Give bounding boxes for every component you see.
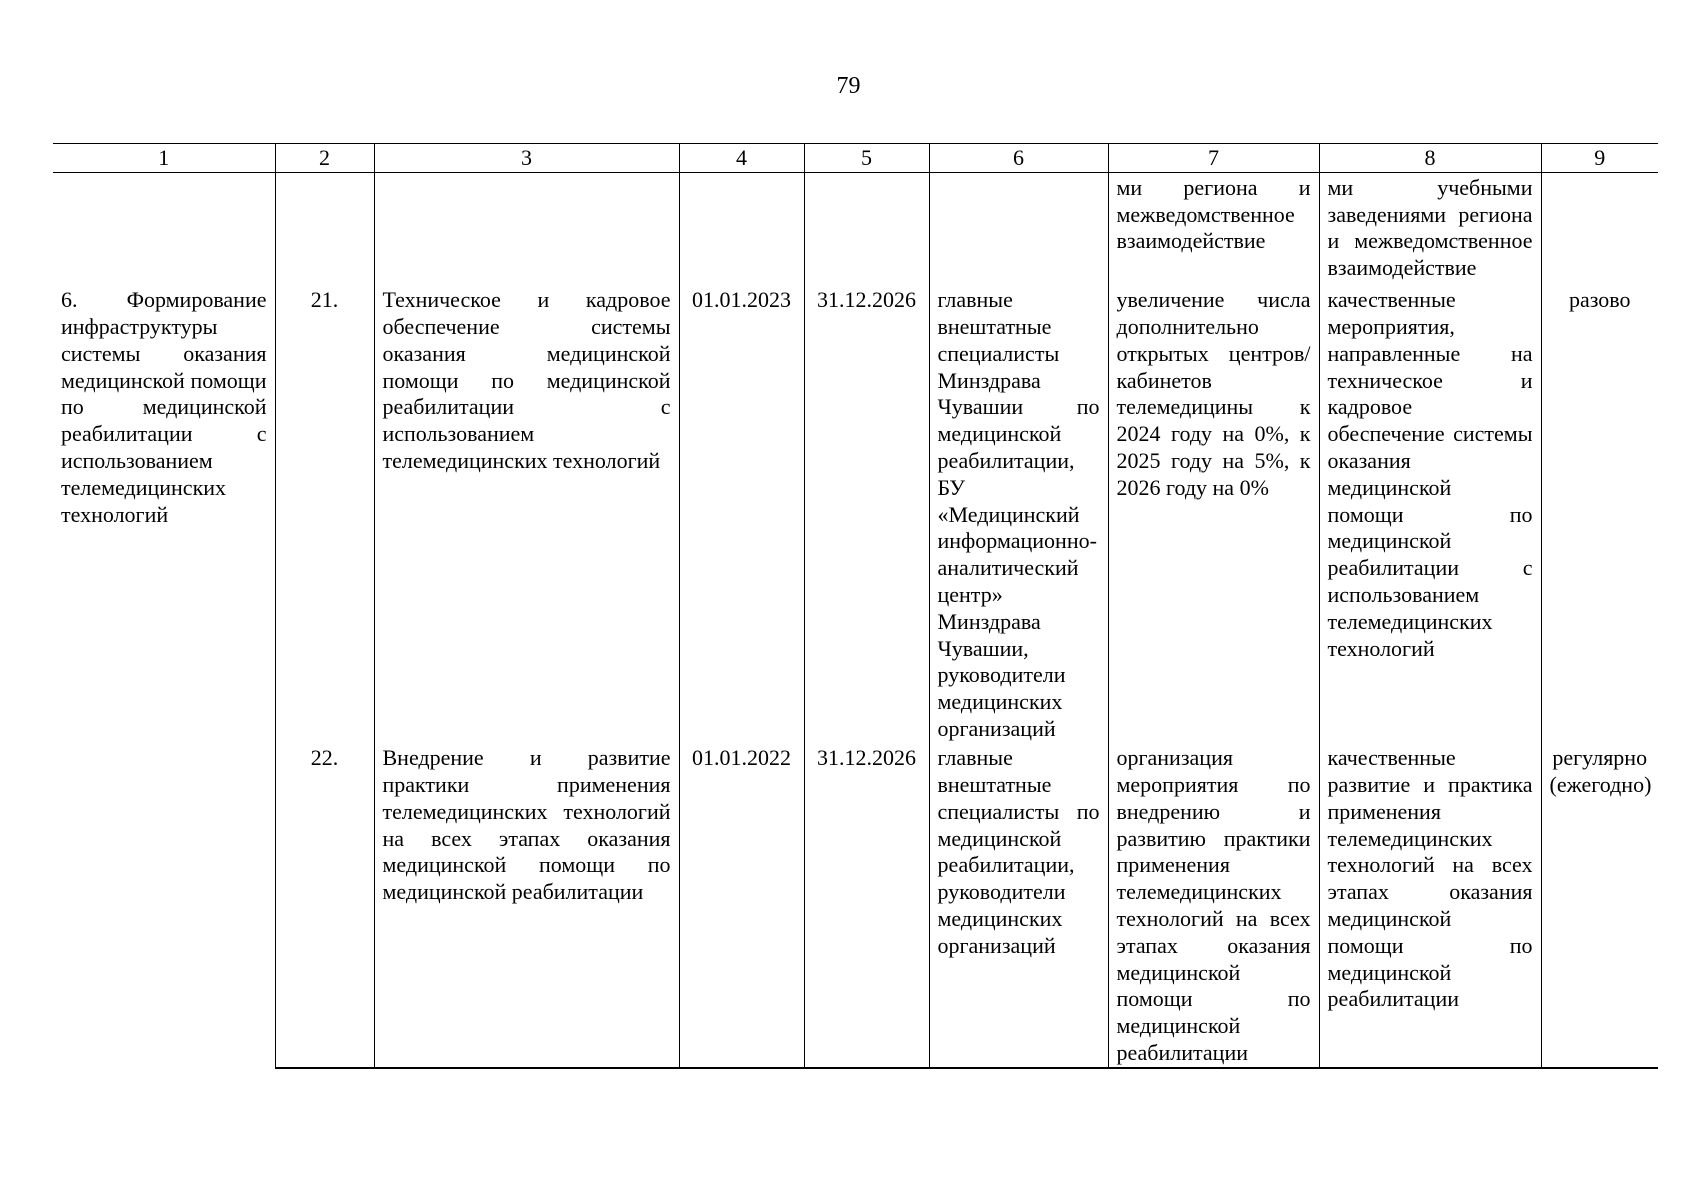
row-number-cell: 22.: [275, 743, 374, 1068]
column-header: 5: [804, 144, 929, 173]
end-date-cell: 31.12.2026: [804, 743, 929, 1068]
column-header: 9: [1541, 144, 1658, 173]
responsible-cell: главные внештатные специалисты по медицинской реабилитации, руководители медицинских организаций: [929, 743, 1108, 1068]
responsible-cell: главные внештатные специалисты Минздрава Чувашии по медицинской реабилитации, БУ «Медицинский информационно-аналитический центр» Минздрава Чувашии, руководители медицинских организаций: [929, 285, 1108, 743]
column-header: 8: [1319, 144, 1541, 173]
column-numbers-row: [53, 144, 1658, 173]
start-date-cell: 01.01.2022: [679, 743, 804, 1068]
column-header: 1: [53, 144, 275, 173]
column-header: 4: [679, 144, 804, 173]
indicator-cell: организация мероприятия по внедрению и развитию практики применения телемедицинских технологий на всех этапах оказания медицинской помощи по медицинской реабилитации: [1108, 743, 1319, 1068]
page-number: 79: [836, 73, 861, 99]
column-header: 7: [1108, 144, 1319, 173]
action-plan-table: [53, 143, 1658, 1069]
indicator-cell: увеличение числа дополнительно открытых центров/кабинетов телемедицины к 2024 году на 0%, к 2025 году на 5%, к 2026 году на 0%: [1108, 285, 1319, 743]
result-cell: качественные мероприятия, направленные на техническое и кадровое обеспечение системы оказания медицинской помощи по медицинской реабилитации с использованием телемедицинских технологий: [1319, 285, 1541, 743]
carry-indicator-cell: ми региона и межведомственное взаимодействие: [1108, 172, 1319, 285]
result-cell: качественные развитие и практика применения телемедицинских технологий на всех этапах оказания медицинской помощи по медицинской реабилитации: [1319, 743, 1541, 1068]
section-title-cell: 6. Формирование инфраструктуры системы оказания медицинской помощи по медицинской реабилитации с использованием телемедицинских технологий: [53, 285, 275, 1068]
activity-cell: Внедрение и развитие практики применения телемедицинских технологий на всех этапах оказания медицинской помощи по медицинской реабилитации: [374, 743, 679, 1068]
column-header: 6: [929, 144, 1108, 173]
column-header: 2: [275, 144, 374, 173]
end-date-cell: 31.12.2026: [804, 285, 929, 743]
row-number-cell: 21.: [275, 285, 374, 743]
activity-cell: Техническое и кадровое обеспечение системы оказания медицинской помощи по медицинской реабилитации с использованием телемедицинских технологий: [374, 285, 679, 743]
carry-result-cell: ми учебными заведениями региона и межведомственное взаимодействие: [1319, 172, 1541, 285]
frequency-cell: разово: [1541, 285, 1658, 743]
column-header: 3: [374, 144, 679, 173]
table-row: [53, 743, 1658, 1068]
frequency-cell: регулярно (ежегодно): [1541, 743, 1658, 1068]
table-row: [53, 285, 1658, 743]
start-date-cell: 01.01.2023: [679, 285, 804, 743]
carry-over-row: [53, 172, 1658, 285]
